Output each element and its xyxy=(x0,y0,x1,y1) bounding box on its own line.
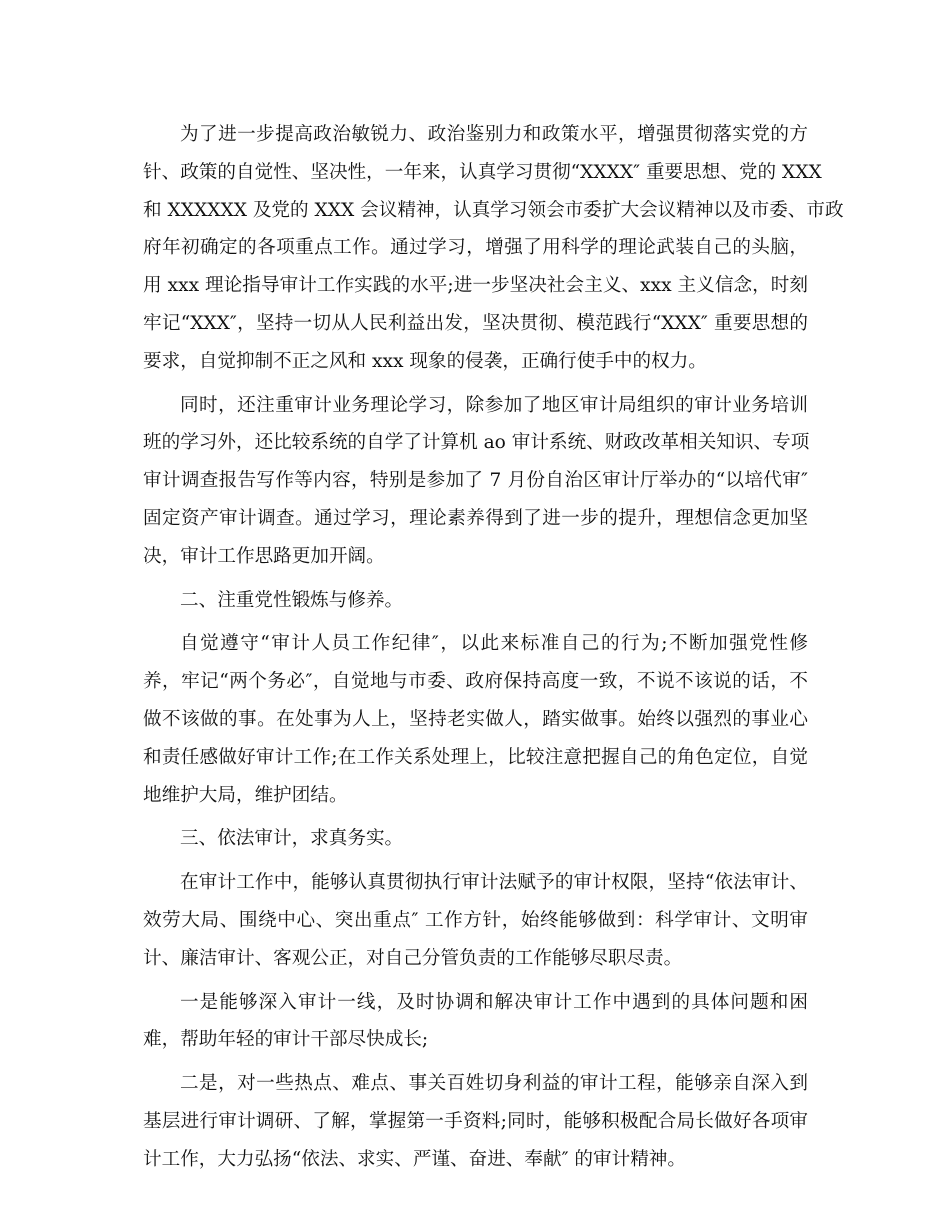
paragraph-line: 审计调查报告写作等内容，特别是参加了 7 月份自治区审计厅举办的“以培代审″ xyxy=(143,470,808,492)
paragraph-line: 固定资产审计调查。通过学习，理论素养得到了进一步的提升，理想信念更加坚 xyxy=(143,507,808,529)
paragraph-line: 同时，还注重审计业务理论学习，除参加了地区审计局组织的审计业务培训 xyxy=(180,394,808,416)
paragraph xyxy=(143,582,808,620)
paragraph-line: 一是能够深入审计一线，及时协调和解决审计工作中遇到的具体问题和困 xyxy=(180,991,808,1013)
paragraph xyxy=(143,864,808,977)
paragraph xyxy=(143,387,808,576)
paragraph-line: 难，帮助年轻的审计干部尽快成长; xyxy=(143,1029,429,1051)
paragraph-line: 基层进行审计调研、了解，掌握第一手资料;同时，能够积极配合局长做好各项审 xyxy=(143,1110,808,1132)
paragraph xyxy=(143,625,808,814)
paragraph-line: 在审计工作中，能够认真贯彻执行审计法赋予的审计权限，坚持“依法审计、 xyxy=(180,872,808,894)
paragraph-line: 地维护大局，维护团结。 xyxy=(143,784,348,806)
paragraph-line: 要求，自觉抑制不正之风和 xxx 现象的侵袭，正确行使手中的权力。 xyxy=(143,350,707,372)
paragraph-line: 计、廉洁审计、客观公正，对自己分管负责的工作能够尽职尽责。 xyxy=(143,947,683,969)
paragraph-line: 牢记“XXX″，坚持一切从人民利益出发，坚决贯彻、模范践行“XXX″ 重要思想的 xyxy=(143,312,808,334)
paragraph xyxy=(143,820,808,858)
paragraph-line: 自觉遵守“审计人员工作纪律″，以此来标准自己的行为;不断加强党性修 xyxy=(180,633,808,655)
paragraph xyxy=(143,984,808,1060)
paragraph-line: 和 XXXXXX 及党的 XXX 会议精神，认真学习领会市委扩大会议精神以及市委、市政 xyxy=(143,199,844,221)
document-body xyxy=(143,116,844,1185)
paragraph-line: 养，牢记“两个务必″，自觉地与市委、政府保持高度一致，不说不该说的话，不 xyxy=(143,671,808,693)
paragraph-line: 用 xxx 理论指导审计工作实践的水平;进一步坚决社会主义、xxx 主义信念，时刻 xyxy=(143,275,808,297)
paragraph xyxy=(143,116,844,381)
paragraph-line: 做不该做的事。在处事为人上，坚持老实做人，踏实做事。始终以强烈的事业心 xyxy=(143,708,808,730)
paragraph-line: 班的学习外，还比较系统的自学了计算机 ao 审计系统、财政改革相关知识、专项 xyxy=(143,432,810,454)
paragraph-line: 和责任感做好审计工作;在工作关系处理上，比较注意把握自己的角色定位，自觉 xyxy=(143,746,808,768)
paragraph-line: 二、注重党性锻炼与修养。 xyxy=(180,589,404,611)
paragraph-line: 为了进一步提高政治敏锐力、政治鉴别力和政策水平，增强贯彻落实党的方 xyxy=(180,124,808,145)
paragraph-line: 计工作，大力弘扬“依法、求实、严谨、奋进、奉献″ 的审计精神。 xyxy=(143,1148,686,1170)
paragraph-line: 府年初确定的各项重点工作。通过学习，增强了用科学的理论武装自己的头脑， xyxy=(143,237,808,259)
paragraph xyxy=(143,1065,808,1178)
paragraph-line: 针、政策的自觉性、坚决性，一年来，认真学习贯彻“XXXX″ 重要思想、党的 XXX xyxy=(143,161,822,183)
paragraph-line: 二是，对一些热点、难点、事关百姓切身利益的审计工程，能够亲自深入到 xyxy=(180,1073,808,1095)
paragraph-line: 决，审计工作思路更加开阔。 xyxy=(143,545,385,567)
paragraph-line: 三、依法审计，求真务实。 xyxy=(180,828,404,850)
paragraph-line: 效劳大局、围绕中心、突出重点″ 工作方针，始终能够做到：科学审计、文明审 xyxy=(143,909,808,931)
